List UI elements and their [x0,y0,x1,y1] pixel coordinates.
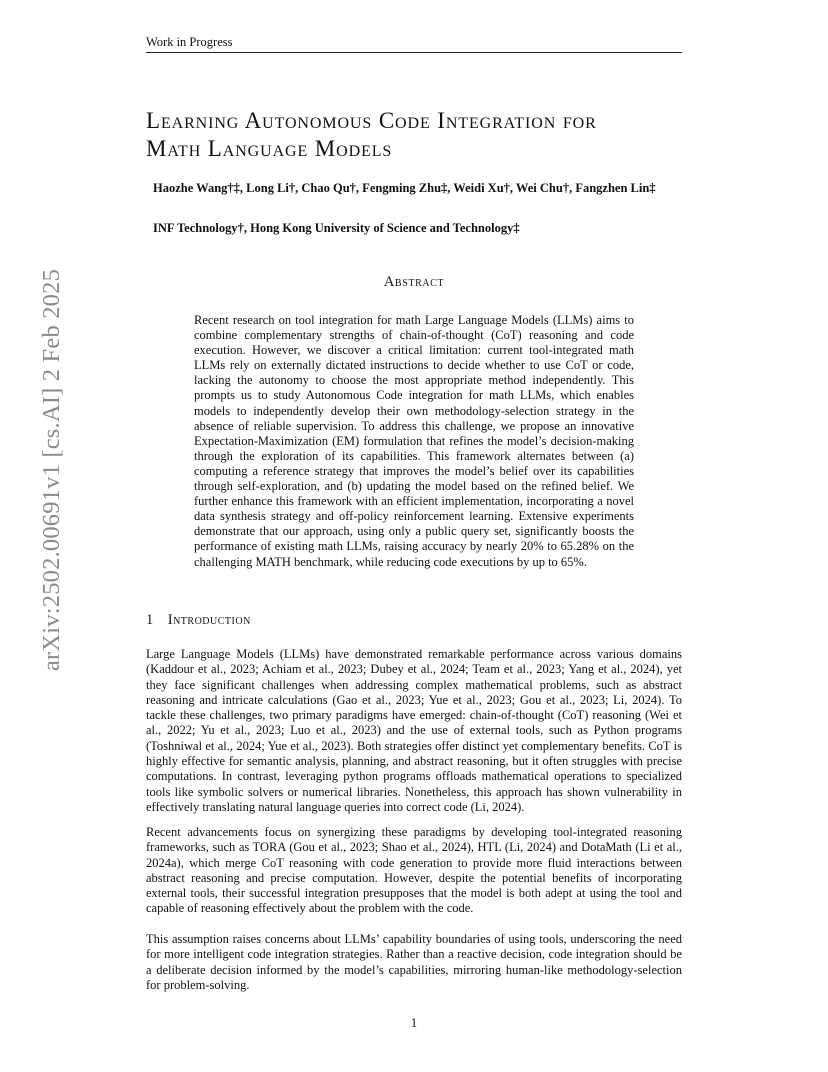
title-line-2: Math Language Models [146,136,393,161]
abstract-text: Recent research on tool integration for math Large Language Models (LLMs) aims to combine complementary strengths of chain-of-thought (CoT) reasoning and code execution. However, we discover a critical limitation: current tool-integrated math LLMs rely on externally dictated instructions to decide whether to use CoT or code, lacking the autonomy to choose the most appropriate method independently. This prompts us to study Autonomous Code integration for math LLMs, which enables models to independently develop their own methodology-selection strategy in the absence of reliable supervision. To address this challenge, we propose an innovative Expectation-Maximization (EM) formulation that refines the model’s decision-making through the exploration of its capabilities. This framework alternates between (a) computing a reference strategy that improves the model’s belief over its capabilities through self-exploration, and (b) updating the model based on the refined belief. We further enhance this framework with an efficient implementation, incorporating a novel data synthesis strategy and off-policy reinforcement learning. Extensive experiments demonstrate that our approach, using only a public query set, significantly boosts the performance of existing math LLMs, raising accuracy by nearly 20% to 65.28% on the challenging MATH benchmark, while reducing code executions by up to 65%. [194,313,634,569]
body-paragraph: Large Language Models (LLMs) have demonstrated remarkable performance across various domains (Kaddour et al., 2023; Achiam et al., 2023; Dubey et al., 2024; Team et al., 2023; Yang et al., 2024), yet they face significant challenges when addressing complex mathematical problems, such as abstract reasoning and intricate calculations (Gao et al., 2023; Yue et al., 2023; Gou et al., 2023; Li, 2024). To tackle these challenges, two primary paradigms have emerged: chain-of-thought (CoT) reasoning (Wei et al., 2022; Yu et al., 2023; Luo et al., 2023) and the use of external tools, such as Python programs (Toshniwal et al., 2024; Yue et al., 2023). Both strategies offer distinct yet complementary benefits. CoT is highly effective for semantic analysis, planning, and abstract reasoning, but it often struggles with precise computations. In contrast, leveraging python programs offloads mathematical operations to specialized tools like symbolic solvers or numerical libraries. Nonetheless, this approach has shown vulnerability in effectively translating natural language queries into correct code (Li, 2024). [146,647,682,814]
header-rule [146,52,682,53]
author-list: Haozhe Wang†‡, Long Li†, Chao Qu†, Fengming Zhu‡, Weidi Xu†, Wei Chu†, Fangzhen Lin‡ [153,181,656,195]
abstract-heading: Abstract [383,274,445,290]
running-header: Work in Progress [146,35,233,49]
page-number: 1 [410,1016,418,1030]
section-number: 1 [146,612,154,628]
arxiv-identifier-stamp: arXiv:2502.00691v1 [cs.AI] 2 Feb 2025 [38,268,65,672]
title-line-1: Learning Autonomous Code Integration for [146,108,597,133]
section-heading [146,612,251,629]
affiliation-list: INF Technology†, Hong Kong University of Science and Technology‡ [153,221,520,235]
body-paragraph: Recent advancements focus on synergizing these paradigms by developing tool-integrated reasoning frameworks, such as TORA (Gou et al., 2023; Shao et al., 2024), HTL (Li, 2024) and DotaMath (Li et al., 2024a), which merge CoT reasoning with code generation to provide more fluid interactions between abstract reasoning and precise computation. However, despite the potential benefits of incorporating external tools, their successful integration presupposes that the model is both adept at using the tool and capable of reasoning effectively about the problem with the code. [146,825,682,916]
section-title: Introduction [167,612,251,628]
body-paragraph: This assumption raises concerns about LLMs’ capability boundaries of using tools, underscoring the need for more intelligent code integration strategies. Rather than a reactive decision, code integration should be a deliberate decision informed by the model’s capabilities, mirroring human-like methodology-selection for problem-solving. [146,932,682,992]
paper-title [146,107,706,163]
